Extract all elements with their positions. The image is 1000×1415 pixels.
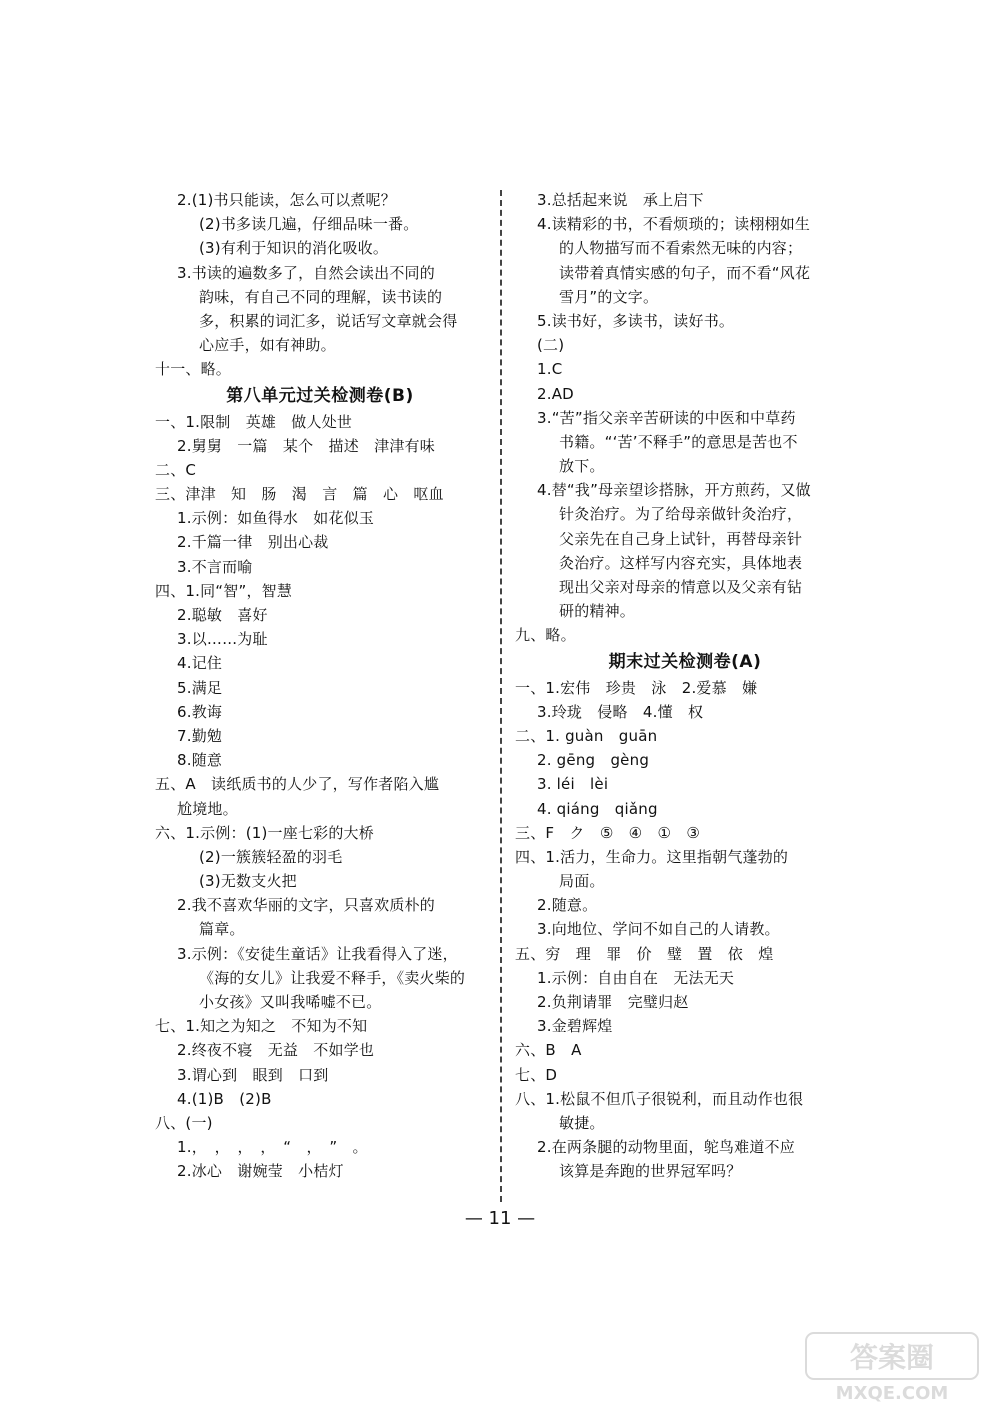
answer-line: 六、1.示例：(1)一座七彩的大桥 — [155, 823, 374, 842]
answer-line: 3.总括起来说 承上启下 — [537, 191, 704, 209]
answer-line: 一、1.宏伟 珍贵 泳 2.爱慕 嫌 — [515, 678, 758, 697]
answer-line: 2.千篇一律 别出心裁 — [177, 533, 329, 552]
answer-line: 4.替“我”母亲望诊搭脉，开方煎药，又做 — [537, 481, 811, 500]
answer-line: 3.谓心到 眼到 口到 — [177, 1065, 329, 1084]
answer-line: 3.示例：《安徒生童话》让我看得入了迷， — [177, 944, 458, 963]
watermark-title: 答案圈 — [849, 1341, 935, 1374]
answer-line: 雪月”的文字。 — [559, 287, 659, 306]
answer-line: 针灸治疗。为了给母亲做针灸治疗， — [559, 505, 803, 524]
answer-line: 2.负荆请罪 完璧归赵 — [537, 993, 689, 1011]
answer-line: 韵味，有自己不同的理解，读书读的 — [199, 287, 443, 306]
answer-line: 3.以……为耻 — [177, 630, 268, 649]
answer-line: 4. qiáng qiǎng — [537, 799, 658, 818]
answer-line: 八、1.松鼠不但爪子很锐利，而且动作也很 — [515, 1089, 804, 1108]
answer-line: 5.读书好，多读书，读好书。 — [537, 311, 735, 330]
answer-line: 现出父亲对母亲的情意以及父亲有钻 — [559, 578, 803, 596]
answer-line: 2.我不喜欢华丽的文字，只喜欢质朴的 — [177, 896, 435, 915]
answer-line: 八、(一) — [155, 1113, 213, 1132]
answer-line: 4.(1)B (2)B — [177, 1089, 272, 1108]
answer-line: 书籍。“‘苦’不释手”的意思是苦也不 — [559, 432, 798, 451]
answer-line: 8.随意 — [177, 751, 223, 770]
left-column — [155, 188, 485, 1184]
answer-line: 2.AD — [537, 384, 574, 403]
answer-line: 3.“苦”指父亲辛苦研读的中医和中草药 — [537, 408, 796, 427]
answer-line: 父亲先在自己身上试针，再替母亲针 — [559, 529, 803, 548]
answer-line: (2)书多读几遍，仔细品味一番。 — [199, 215, 419, 234]
answer-line: 六、B A — [515, 1041, 582, 1060]
answer-line: (2)一簇簇轻盈的羽毛 — [199, 847, 343, 866]
answer-line: 篇章。 — [199, 920, 245, 939]
answer-line: 4.记住 — [177, 654, 223, 673]
answer-line: 2.聪敏 喜好 — [177, 606, 268, 624]
answer-line: 1.， ， ， ， “ ， ” 。 — [177, 1138, 368, 1157]
watermark-logo — [802, 1327, 982, 1407]
answer-line: 二、C — [155, 460, 197, 479]
answer-line: 十一、略。 — [155, 360, 232, 379]
answer-line: 读带着真情实感的句子，而不看“风花 — [559, 263, 811, 282]
answer-line: 五、穷 理 罪 价 璧 置 依 煌 — [515, 944, 774, 963]
answer-line: 七、1.知之为知之 不知为不知 — [155, 1017, 368, 1036]
answer-line: 2.(1)书只能读，怎么可以煮呢？ — [177, 191, 396, 209]
answer-line: (3)无数支火把 — [199, 872, 297, 891]
answer-line: 3.玲珑 侵略 4.懂 权 — [537, 702, 704, 721]
answer-line: 3. léi lèi — [537, 775, 609, 794]
answer-line: 三、F ク ⑤ ④ ① ③ — [515, 823, 701, 842]
answer-line: 尬境地。 — [177, 799, 238, 818]
answer-line: 灸治疗。这样写内容充实，具体地表 — [559, 553, 803, 572]
answer-line: 敏捷。 — [559, 1113, 605, 1132]
answer-line: 一、1.限制 英雄 做人处世 — [155, 412, 353, 431]
answer-line: 局面。 — [559, 872, 605, 891]
answer-line: 二、1. guàn guān — [515, 726, 658, 745]
answer-line: 小女孩》又叫我唏嘘不已。 — [199, 993, 382, 1011]
answer-line: 四、1.同“智”，智慧 — [155, 581, 293, 600]
watermark-url: MXQE.COM — [835, 1383, 949, 1404]
answer-line: 放下。 — [559, 457, 605, 476]
answer-line: (3)有利于知识的消化吸收。 — [199, 239, 389, 258]
answer-line: 3.书读的遍数多了，自然会读出不同的 — [177, 263, 435, 282]
answer-line: 2.随意。 — [537, 896, 598, 915]
answer-line: 该算是奔跑的世界冠军吗？ — [559, 1162, 742, 1181]
answer-line: 7.勤勉 — [177, 726, 223, 745]
answer-line: 多，积累的词汇多，说话写文章就会得 — [199, 311, 458, 330]
answer-line: 心应手，如有神助。 — [199, 336, 336, 355]
answer-line: 6.教诲 — [177, 702, 223, 721]
answer-line: 2.终夜不寝 无益 不如学也 — [177, 1041, 375, 1060]
answer-line: 3.金碧辉煌 — [537, 1017, 613, 1036]
answer-line: 3.向地位、学问不如自己的人请教。 — [537, 920, 780, 939]
answer-line: 三、津津 知 肠 渴 言 篇 心 呕血 — [155, 485, 444, 504]
answer-line: 2.舅舅 一篇 某个 描述 津津有味 — [177, 436, 435, 455]
page-number: — 11 — — [464, 1208, 536, 1229]
answer-line: 四、1.活力，生命力。这里指朝气蓬勃的 — [515, 847, 789, 866]
section-heading: 期末过关检测卷(A) — [608, 651, 762, 672]
answer-line: 研的精神。 — [559, 602, 636, 621]
right-column — [515, 188, 855, 1184]
answer-line: 的人物描写而不看索然无味的内容； — [559, 239, 803, 258]
answer-line: 5.满足 — [177, 678, 223, 697]
answer-line: 1.示例：如鱼得水 如花似玉 — [177, 509, 375, 528]
answer-line: 《海的女儿》让我爱不释手，《卖火柴的 — [199, 968, 466, 987]
answer-line: 2.冰心 谢婉莹 小桔灯 — [177, 1162, 344, 1181]
answer-line: (二) — [537, 336, 565, 355]
answer-line: 九、略。 — [515, 626, 576, 645]
answer-line: 2.在两条腿的动物里面，鸵鸟难道不应 — [537, 1138, 795, 1157]
answer-line: 1.示例：自由自在 无法无天 — [537, 968, 735, 987]
column-divider — [500, 190, 502, 1202]
section-heading: 第八单元过关检测卷(B) — [226, 385, 414, 406]
answer-line: 七、D — [515, 1065, 558, 1084]
answer-line: 3.不言而喻 — [177, 557, 253, 576]
answer-line: 2. gēng gèng — [537, 751, 650, 770]
answer-line: 1.C — [537, 360, 563, 379]
answer-line: 4.读精彩的书，不看烦琐的；读栩栩如生 — [537, 215, 811, 234]
answer-line: 五、A 读纸质书的人少了，写作者陷入尴 — [155, 775, 440, 794]
